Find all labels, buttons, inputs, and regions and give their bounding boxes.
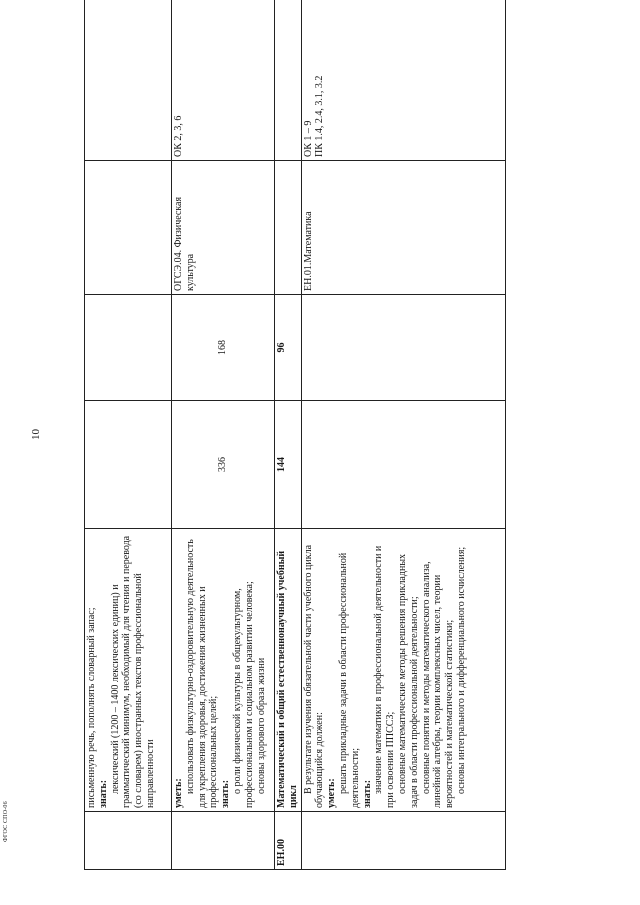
cell-total-hours — [85, 401, 172, 529]
table-row-physical-culture — [172, 0, 275, 870]
cell-section-index: ЕН.00 — [275, 812, 302, 870]
subsection-label: уметь: — [173, 778, 184, 808]
description-line: использовать физкультурно-оздоровительную деятельность для укрепления здоровья, достижения жизненных и профессиональных целей; — [184, 539, 220, 808]
cell-section-title: Математический и общий естественнонаучный учебный цикл — [275, 529, 302, 812]
cell-index — [172, 812, 275, 870]
description-line: о роли физической культуры в общекультурном, профессиональном и социальном развитии человека; — [231, 581, 255, 808]
cell-description — [301, 529, 505, 812]
description-line: основы здорового образа жизни — [255, 657, 267, 794]
cell-section-mandatory: 96 — [275, 295, 302, 401]
cell-competencies — [275, 0, 302, 161]
rotated-table-container — [84, 0, 640, 870]
cell-index — [301, 812, 505, 870]
footer-standard-code: ФГОС СПО-06 — [3, 801, 9, 842]
cell-competencies — [85, 0, 172, 161]
cell-code — [85, 161, 172, 295]
cell-index — [85, 812, 172, 870]
description-line: лексический (1200 – 1400 лексических единиц) и грамматический минимум, необходимый для чтения и перевода (со словарем) иностранных текстов профессиональной направленности — [109, 535, 156, 808]
page-number: 10 — [30, 429, 42, 440]
subsection-label: уметь: — [326, 778, 338, 808]
cell-total-hours — [301, 401, 505, 529]
description-line: письменную речь, пополнять словарный запас; — [86, 607, 97, 808]
cell-competencies: ОК 1 – 9 ПК 1.4, 2.4, 3.1, 3.2 — [301, 0, 505, 161]
description-line: решать прикладные задачи в области профессиональной деятельности; — [337, 552, 361, 808]
cell-description — [172, 529, 275, 812]
table-row-mathematics — [301, 0, 505, 870]
table-row-section-en00 — [275, 0, 302, 870]
cell-code: ОГСЭ.04. Физическая культура — [172, 161, 275, 295]
cell-total-hours: 336 — [172, 401, 275, 529]
cell-competencies: ОК 2, 3, 6 — [172, 0, 275, 161]
subsection-label: знать: — [361, 779, 373, 808]
cell-description — [85, 529, 172, 812]
subsection-label: знать: — [220, 779, 232, 808]
cell-section-total: 144 — [275, 401, 302, 529]
curriculum-table — [84, 0, 506, 870]
cell-mandatory-hours — [85, 295, 172, 401]
cell-code — [275, 161, 302, 295]
table-row-foreign-language-cont — [85, 0, 172, 870]
description-line: основные понятия и методы математического анализа, линейной алгебры, теории комплексных чисел, теории вероятностей и математической статистики; — [420, 561, 456, 808]
description-line: основы интегрального и дифференциального исчисления; — [455, 546, 467, 794]
cell-mandatory-hours: 168 — [172, 295, 275, 401]
description-line: В результате изучения обязательной части учебного цикла обучающийся должен: — [302, 544, 326, 808]
subsection-label: знать: — [97, 779, 109, 808]
cell-code: ЕН.01.Математика — [301, 161, 505, 295]
description-line: значение математики в профессиональной деятельности и при освоении ППССЗ; — [373, 545, 397, 808]
cell-mandatory-hours — [301, 295, 505, 401]
description-line: основные математические методы решения прикладных задач в области профессиональной деятельности; — [396, 553, 420, 808]
